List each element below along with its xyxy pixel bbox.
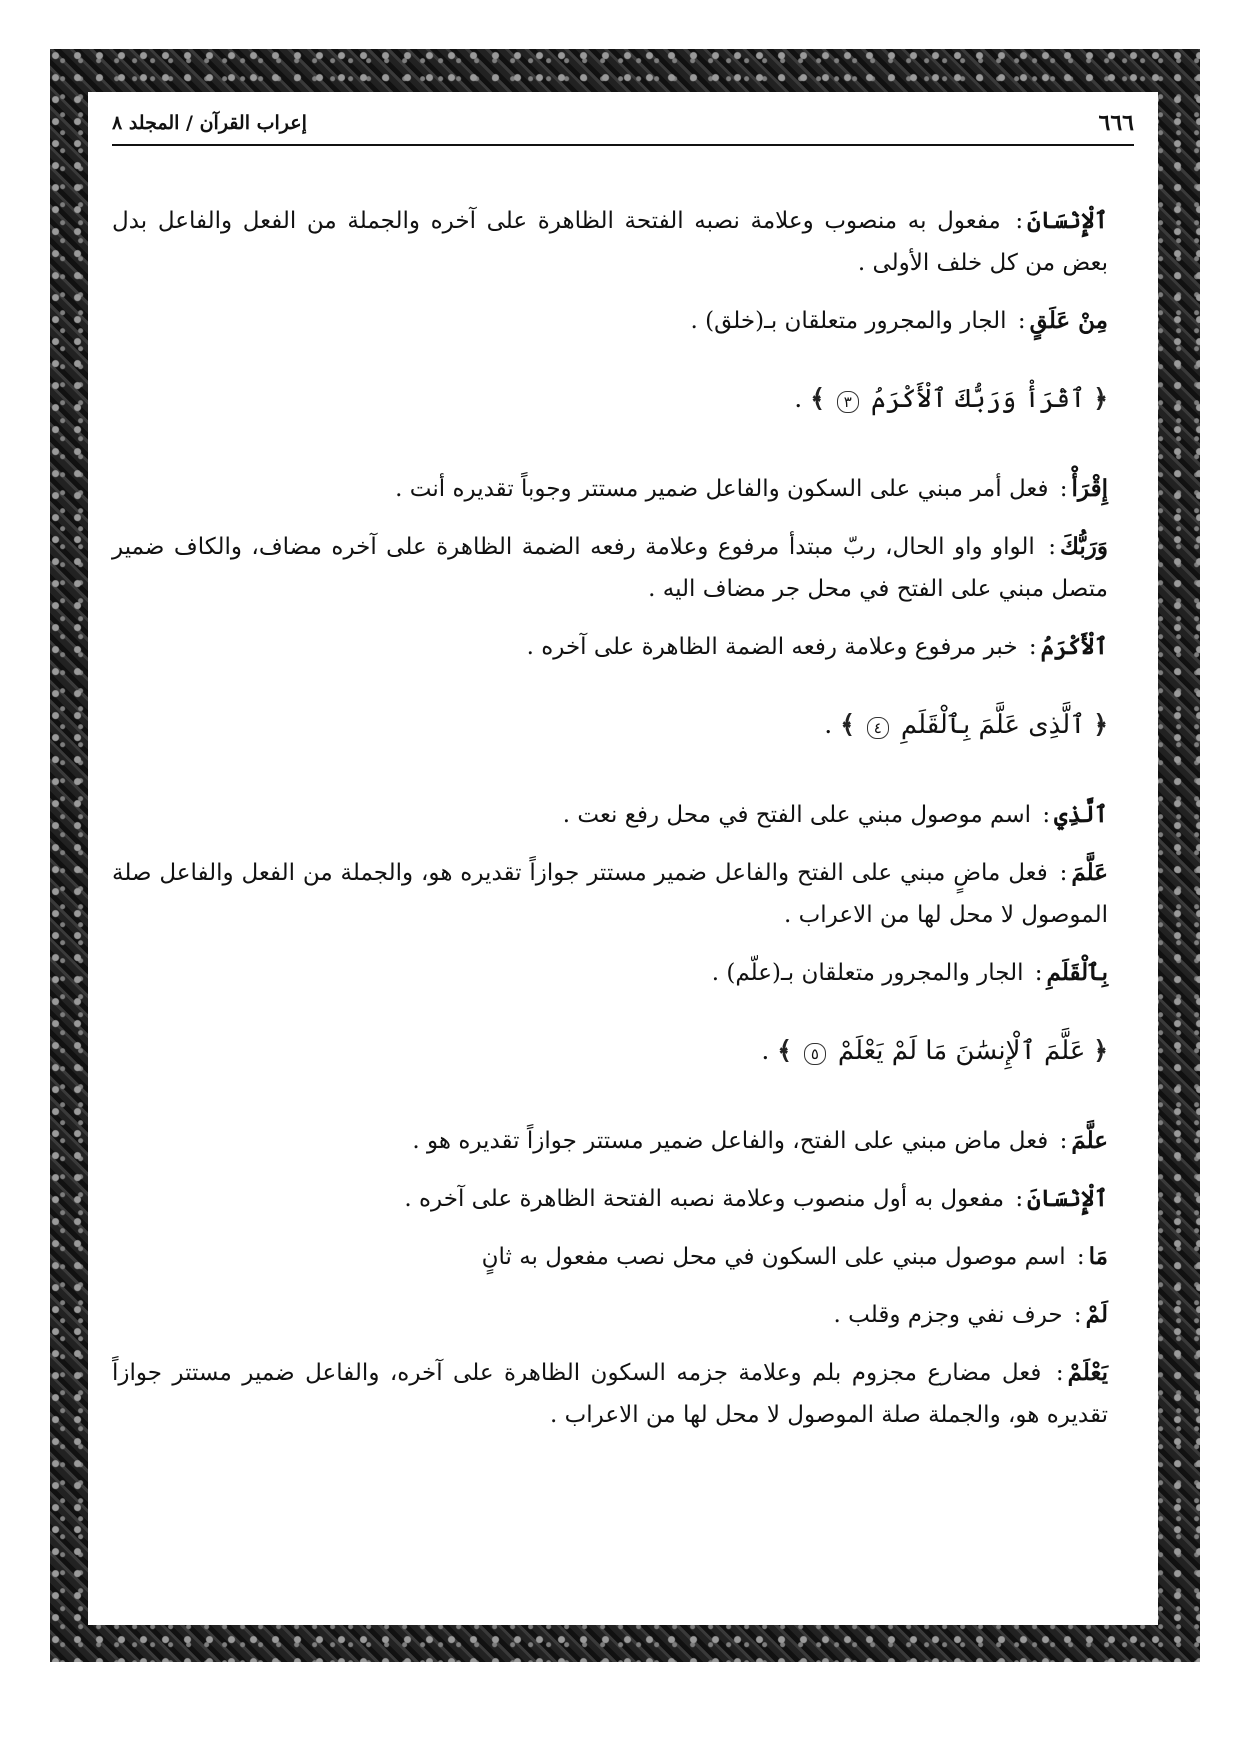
verse-close-bracket: ﴾	[777, 1036, 792, 1065]
entry-term: بِٱلْقَلَمِ	[1046, 959, 1108, 986]
separator: :	[1048, 534, 1056, 560]
entry-term: لَمْ	[1085, 1301, 1108, 1328]
separator: :	[1034, 960, 1043, 986]
verse-close-bracket: ﴾	[810, 384, 825, 413]
page-header	[112, 110, 1134, 146]
quran-verse	[112, 1030, 1108, 1072]
entry-term: ٱلَّذِي	[1054, 801, 1108, 828]
entry-text: اسم موصول مبني على الفتح في محل رفع نعت .	[562, 802, 1032, 828]
entry-text: الواو واو الحال، ربّ مبتدأ مرفوع وعلامة رفعه الضمة الظاهرة على آخره مضاف، والكاف ضمير متصل مبني على الفتح في محل جر مضاف اليه .	[112, 534, 1108, 602]
verse-text: ٱلَّذِى عَلَّمَ بِٱلْقَلَمِ	[900, 710, 1086, 740]
separator: :	[1059, 1128, 1068, 1154]
entry	[112, 200, 1108, 284]
entry-text: فعل أمر مبني على السكون والفاعل ضمير مستتر وجوباً تقديره أنت .	[395, 476, 1049, 502]
separator: :	[1017, 308, 1026, 334]
entry-term: يَعْلَمْ	[1067, 1359, 1109, 1386]
verse-open-bracket: ﴿	[1093, 384, 1108, 413]
entry	[112, 952, 1108, 994]
entry	[112, 1352, 1108, 1436]
verse-open-bracket: ﴿	[1093, 710, 1108, 739]
entry-text: مفعول به أول منصوب وعلامة نصبه الفتحة الظاهرة على آخره .	[404, 1186, 1005, 1212]
entry	[112, 1294, 1108, 1336]
quran-verse	[112, 378, 1108, 420]
verse-text: عَلَّمَ ٱلْإِنسَٰنَ مَا لَمْ يَعْلَمْ	[837, 1036, 1086, 1066]
verse-number: ٣	[837, 391, 859, 413]
page-number: ٦٦٦	[1098, 110, 1134, 136]
separator: :	[1055, 1360, 1064, 1386]
entry-text: فعل مضارع مجزوم بلم وعلامة جزمه السكون الظاهرة على آخره، والفاعل ضمير مستتر جوازاً تقديره هو، والجملة صلة الموصول لا محل لها من الاعراب .	[112, 1360, 1108, 1428]
entry-term: مَا	[1088, 1243, 1108, 1270]
running-title: إعراب القرآن / المجلد ٨	[112, 112, 307, 134]
entry-term: ٱلْأَكْرَمُ	[1040, 633, 1108, 660]
entry-term: إِقْرَأْ	[1071, 475, 1108, 502]
entry	[112, 526, 1108, 610]
entry-text: حرف نفي وجزم وقلب .	[833, 1302, 1063, 1328]
entry-term: وَرَبُّكَ	[1060, 533, 1108, 560]
page-content	[112, 200, 1108, 1452]
verse-trail: .	[794, 384, 803, 413]
separator: :	[1059, 860, 1068, 886]
entry	[112, 1120, 1108, 1162]
entry	[112, 1236, 1108, 1278]
verse-open-bracket: ﴿	[1093, 1036, 1108, 1065]
entry	[112, 626, 1108, 668]
page	[88, 92, 1158, 1625]
separator: :	[1073, 1302, 1082, 1328]
entry-text: الجار والمجرور متعلقان بـ(خلق) .	[690, 308, 1007, 334]
separator: :	[1028, 634, 1037, 660]
verse-trail: .	[824, 710, 833, 739]
entry-text: فعل ماض مبني على الفتح، والفاعل ضمير مستتر جوازاً تقديره هو .	[412, 1128, 1049, 1154]
separator: :	[1042, 802, 1051, 828]
entry-term: علَّمَ	[1071, 1127, 1108, 1154]
verse-text: ٱقْرَأْ وَرَبُّكَ ٱلْأَكْرَمُ	[870, 384, 1086, 414]
entry-term: عَلَّمَ	[1071, 859, 1108, 886]
entry	[112, 794, 1108, 836]
entry-text: خبر مرفوع وعلامة رفعه الضمة الظاهرة على آخره .	[526, 634, 1018, 660]
verse-trail: .	[761, 1036, 770, 1065]
verse-close-bracket: ﴾	[840, 710, 855, 739]
quran-verse	[112, 704, 1108, 746]
entry-text: فعل ماضٍ مبني على الفتح والفاعل ضمير مستتر جوازاً تقديره هو، والجملة من الفعل والفاعل صلة الموصول لا محل لها من الاعراب .	[112, 860, 1108, 928]
entry	[112, 1178, 1108, 1220]
entry-text: مفعول به منصوب وعلامة نصبه الفتحة الظاهرة على آخره والجملة من الفعل والفاعل بدل بعض من كل خلف الأولى .	[112, 208, 1108, 276]
verse-number: ٤	[867, 717, 889, 739]
separator: :	[1059, 476, 1068, 502]
entry-term: ٱلْإِنْسَانَ	[1027, 207, 1109, 234]
entry	[112, 468, 1108, 510]
entry	[112, 852, 1108, 936]
entry-term: مِنْ عَلَقٍ	[1029, 307, 1108, 334]
entry-text: الجار والمجرور متعلقان بـ(علّم) .	[711, 960, 1024, 986]
separator: :	[1076, 1244, 1085, 1270]
entry-term: ٱلْإِنْسَانَ	[1027, 1185, 1108, 1212]
separator: :	[1015, 208, 1024, 234]
entry	[112, 300, 1108, 342]
verse-number: ٥	[804, 1043, 826, 1065]
entry-text: اسم موصول مبني على السكون في محل نصب مفعول به ثانٍ	[481, 1244, 1066, 1270]
separator: :	[1015, 1186, 1024, 1212]
